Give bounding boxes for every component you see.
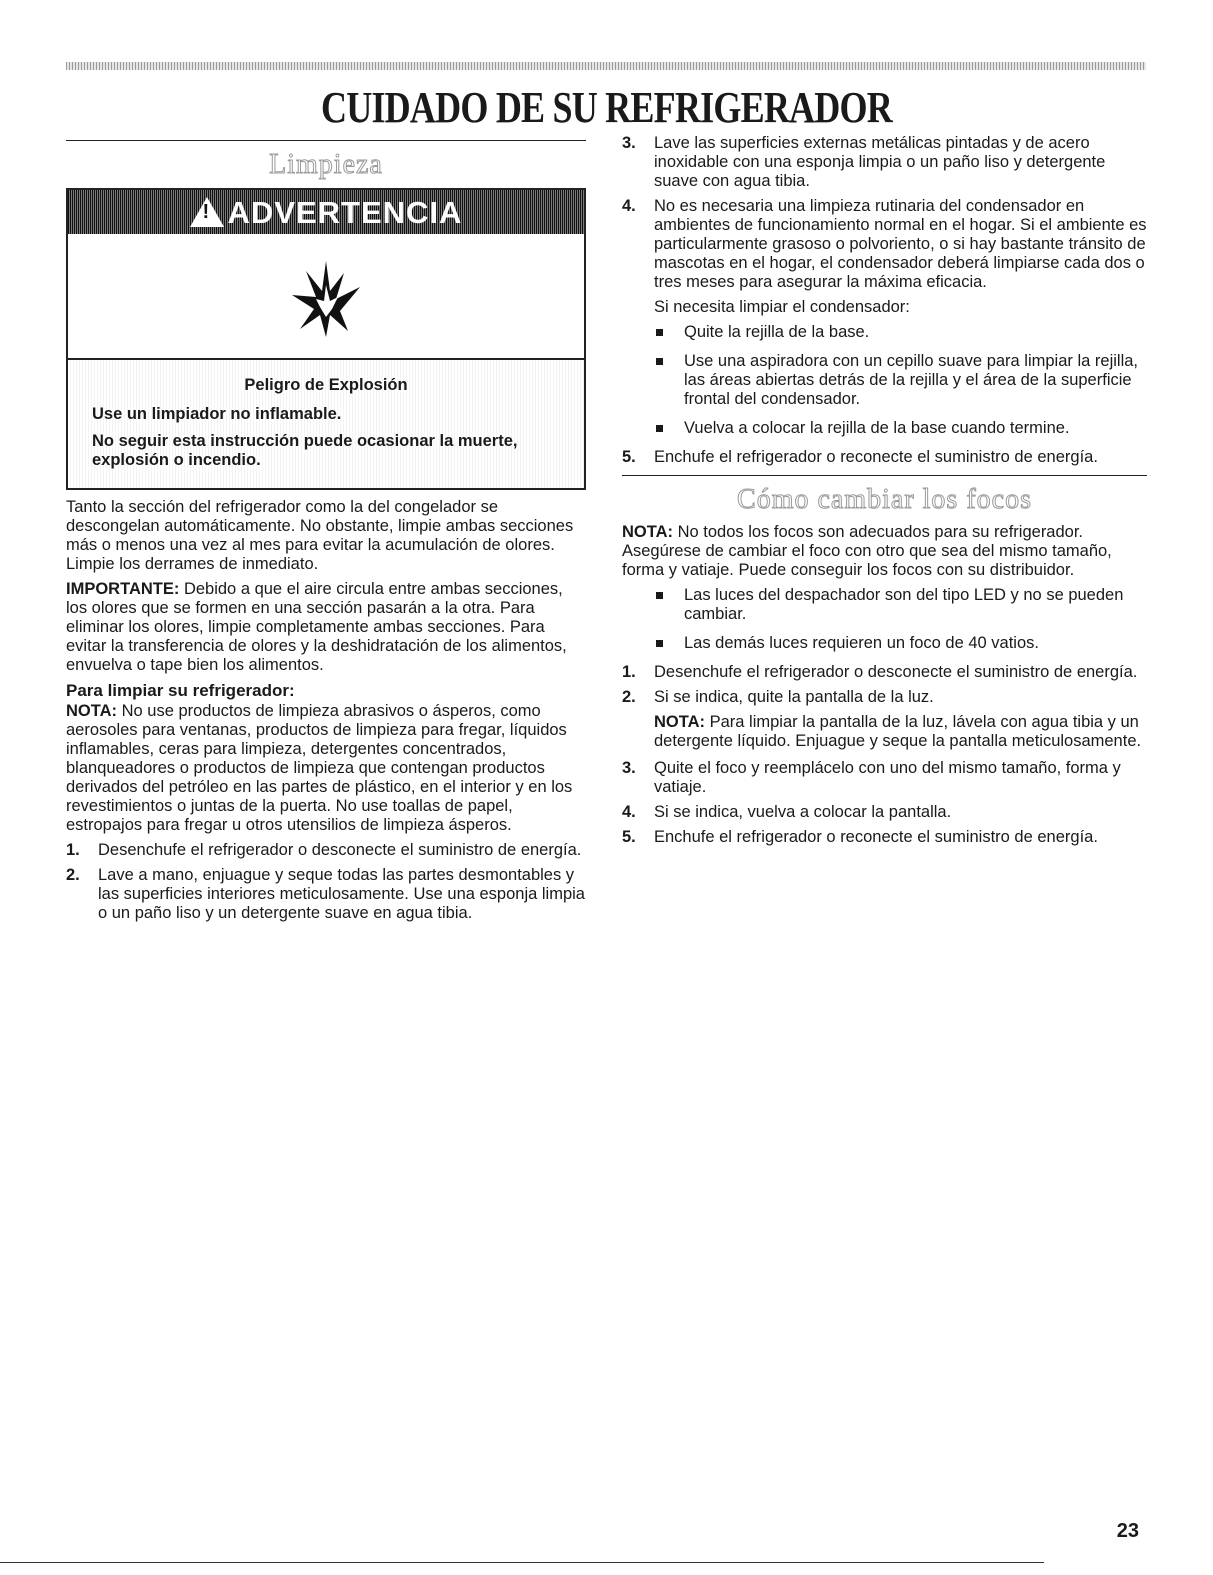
warning-icon-area: [68, 234, 584, 360]
list-item: [66, 841, 586, 860]
bulb-nota-paragraph: [622, 523, 1147, 580]
warning-body: [68, 360, 584, 488]
warning-header-label: ADVERTENCIA: [227, 194, 463, 230]
step-number: 4.: [622, 803, 636, 821]
cleaning-steps-list: [66, 841, 586, 923]
condenser-intro: Si necesita limpiar el condensador:: [654, 298, 910, 316]
list-item: [622, 663, 1147, 682]
nota-label: NOTA:: [622, 523, 674, 541]
step-text: Si se indica, quite la pantalla de la luz.: [654, 688, 934, 706]
cleaning-steps-continued: [622, 134, 1147, 292]
bullet-icon: [654, 323, 684, 342]
list-item: [622, 828, 1147, 847]
step-number: 4.: [622, 197, 636, 215]
list-item: [66, 866, 586, 923]
nota-label: NOTA:: [66, 702, 118, 720]
step-text: Desenchufe el refrigerador o desconecte el suministro de energía.: [654, 663, 1138, 681]
step-text: Lave a mano, enjuague y seque todas las partes desmontables y las superficies interiores meticulosamente. Use una esponja limpia o un paño liso y un detergente suave en agua tibia.: [98, 866, 585, 922]
list-item: [654, 586, 1147, 624]
nota-label: NOTA:: [654, 713, 706, 731]
step-number: 1.: [66, 841, 80, 859]
important-text: Debido a que el aire circula entre ambas secciones, los olores que se formen en una sección pasarán a la otra. Para eliminar los olores, limpie completamente ambas secciones. Para evitar la transferencia de olores y la deshidratación de los alimentos, envuelva o tape bien los alimentos.: [66, 580, 567, 674]
subheading-cleaning: Para limpiar su refrigerador:: [66, 681, 295, 700]
step-text: Desenchufe el refrigerador o desconecte el suministro de energía.: [98, 841, 582, 859]
nota-text: No use productos de limpieza abrasivos o ásperos, como aerosoles para ventanas, productos de limpieza para fregar, líquidos inflamables, ceras para limpieza, detergentes concentrados, blanqueadores o productos de limpieza que contengan productos derivados del petróleo en las partes de plástico, en el interior y en los revestimientos o juntas de la puerta. No use toallas de papel, estropajos para fregar u otros utensilios de limpieza ásperos.: [66, 702, 573, 834]
step-number: 5.: [622, 448, 636, 466]
list-item: [654, 323, 1147, 342]
step-text: Quite el foco y reemplácelo con uno del mismo tamaño, forma y vatiaje.: [654, 759, 1121, 796]
section-title-limpieza: Limpieza: [269, 149, 383, 180]
section-title-focos: Cómo cambiar los focos: [737, 484, 1032, 515]
list-item: [654, 419, 1147, 438]
bullet-icon: [654, 419, 684, 438]
step-text: Lave las superficies externas metálicas pintadas y de acero inoxidable con una esponja limpia o un paño liso y detergente suave con agua tibia.: [654, 134, 1106, 190]
section-divider: [66, 140, 586, 141]
bullet-text: Use una aspiradora con un cepillo suave para limpiar la rejilla, las áreas abiertas detrás de la rejilla y el área de la superficie frontal del condensador.: [684, 352, 1138, 408]
bulb-steps-list: [622, 663, 1147, 707]
section-divider: [622, 475, 1147, 476]
step-text: Enchufe el refrigerador o reconecte el suministro de energía.: [654, 828, 1098, 846]
step-number: 2.: [622, 688, 636, 706]
intro-paragraph: Tanto la sección del refrigerador como la del congelador se descongelan automáticamente. No obstante, limpie ambas secciones más o menos una vez al mes para evitar la acumulación de olores. Limpie los derrames de inmediato.: [66, 498, 574, 573]
bulb-steps-list-2: [622, 759, 1147, 847]
bulb-nota-2: [654, 713, 1147, 751]
step-number: 2.: [66, 866, 80, 884]
list-item: [622, 803, 1147, 822]
important-paragraph: [66, 580, 586, 675]
list-item: [654, 634, 1147, 653]
list-item: [622, 448, 1147, 467]
bullet-text: Vuelva a colocar la rejilla de la base cuando termine.: [684, 419, 1070, 437]
warning-triangle-icon: [190, 197, 224, 227]
nota-text: No todos los focos son adecuados para su refrigerador. Asegúrese de cambiar el foco con otro que sea del mismo tamaño, forma y vatiaje. Puede conseguir los focos con su distribuidor.: [622, 523, 1112, 579]
cleaning-step-5: [622, 448, 1147, 467]
explosion-icon: [286, 251, 366, 341]
warning-hazard: Peligro de Explosión: [244, 376, 408, 394]
important-label: IMPORTANTE:: [66, 580, 180, 598]
page-title: CUIDADO DE SU REFRIGERADOR: [320, 83, 893, 132]
step-text: Si se indica, vuelva a colocar la pantalla.: [654, 803, 952, 821]
warning-line-2: No seguir esta instrucción puede ocasionar la muerte, explosión o incendio.: [92, 432, 518, 469]
list-item: [622, 688, 1147, 707]
bullet-icon: [654, 352, 684, 409]
step-text: No es necesaria una limpieza rutinaria del condensador en ambientes de funcionamiento normal en el hogar. Si el ambiente es particularmente grasoso o polvoriento, o si hay bastante tránsito de mascotas en el hogar, el condensador deberá limpiarse cada dos o tres meses para asegurar la máxima eficacia.: [654, 197, 1147, 291]
list-item: [622, 759, 1147, 797]
warning-line-1: Use un limpiador no inflamable.: [92, 405, 342, 423]
step-number: 1.: [622, 663, 636, 681]
bullet-text: Quite la rejilla de la base.: [684, 323, 870, 341]
step-number: 3.: [622, 134, 636, 152]
step-number: 5.: [622, 828, 636, 846]
step-number: 3.: [622, 759, 636, 777]
list-item: [622, 134, 1147, 191]
nota-paragraph: [66, 702, 586, 835]
page-number: 23: [1116, 1520, 1139, 1542]
footer-rule: [0, 1562, 1044, 1563]
bullet-text: Las luces del despachador son del tipo LED y no se pueden cambiar.: [684, 586, 1124, 623]
header-pattern-bar: [66, 62, 1146, 70]
list-item: [654, 352, 1147, 409]
condenser-bullets: [654, 323, 1147, 438]
list-item: [622, 197, 1147, 292]
bulb-bullets: [654, 586, 1147, 653]
nota-text: Para limpiar la pantalla de la luz, lávela con agua tibia y un detergente líquido. Enjuague y seque la pantalla meticulosamente.: [654, 713, 1142, 750]
right-column: [622, 134, 1147, 853]
bullet-icon: [654, 634, 684, 653]
step-text: Enchufe el refrigerador o reconecte el suministro de energía.: [654, 448, 1098, 466]
warning-header: [68, 190, 584, 234]
bullet-icon: [654, 586, 684, 624]
warning-box: [66, 188, 586, 490]
bullet-text: Las demás luces requieren un foco de 40 vatios.: [684, 634, 1039, 652]
left-column: [66, 130, 586, 929]
